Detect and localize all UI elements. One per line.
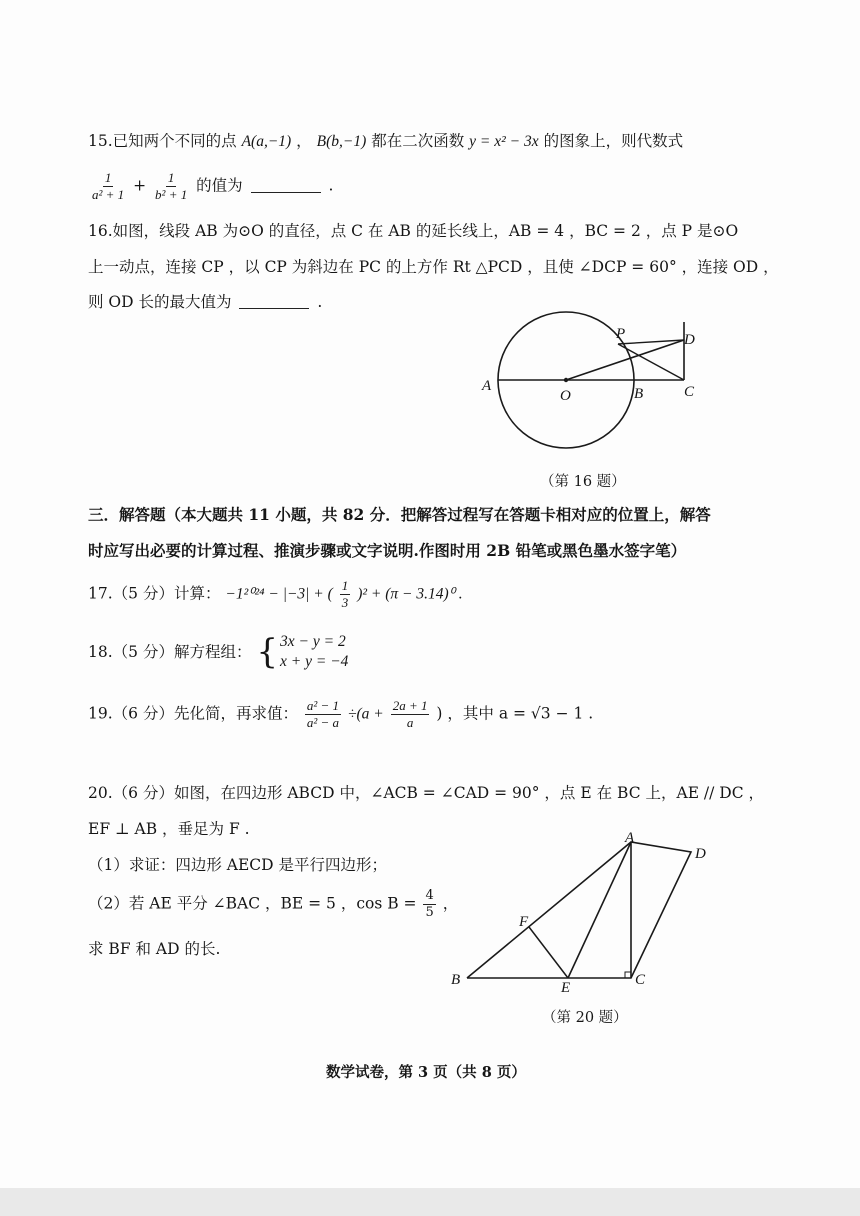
q15-tail: 的图象上，则代数式 [543,132,684,150]
q18-equation-1: 3x − y = 2 [280,633,346,650]
q20-label-c: C [635,972,646,988]
q20-quadrilateral [467,842,691,978]
q20-label-e: E [561,980,571,995]
q20-line1: 20.（6 分）如图，在四边形 ABCD 中，∠ACB = ∠CAD = 90° ，点 E 在 BC 上，AE // DC ， [88,784,765,802]
q16-line1: 16.如图，线段 AB 为⊙O 的直径，点 C 在 AB 的延长线上，AB = 4 ，BC = 2 ，点 P 是⊙O [88,222,739,240]
section3-heading-line1: 三．解答题（本大题共 11 小题，共 82 分．把解答过程写在答题卡相对应的位置上，解答 [88,505,711,524]
q15-frac1-den: a² + 1 [92,187,125,202]
q19-frac2-den: a [406,715,414,730]
q15-lead: 15.已知两个不同的点 [88,132,237,150]
q17-expr-a: −1²⁰²⁴ − |−3| + ( [225,585,333,603]
q20-label-f: F [519,914,529,930]
q15-fraction-2 [153,170,189,203]
q16-label-b: B [634,386,644,402]
q17-frac-den: 3 [341,595,349,610]
q19-tail: ，其中 a = √3 − 1 . [447,704,594,723]
q20-label-d: D [695,846,706,862]
q15-comma: ， [296,132,312,150]
q20-part2-ask: 求 BF 和 AD 的长. [88,940,221,958]
q20-part1: （1）求证：四边形 AECD 是平行四边形； [88,856,388,874]
q18-line [88,632,348,672]
q19-frac1-den: a² − a [306,715,340,730]
q20-line2: EF ⊥ AB ，垂足为 F . [88,820,250,838]
q17-fraction [340,578,351,611]
q18-brace: { [256,632,279,672]
q15-fraction-1 [90,170,126,203]
q17-line [88,578,463,611]
q16-ask: 则 OD 长的最大值为 [88,293,232,311]
q20-cos-fraction [423,888,435,921]
q15-end: . [328,176,334,195]
q15-plus: + [133,176,147,195]
q16-end: . [317,293,323,311]
q15-line1 [88,130,683,153]
q15-frac2-den: b² + 1 [155,187,188,202]
q16-line3 [88,291,322,313]
q19-frac2-num: 2a + 1 [392,698,428,713]
q16-caption: （第 16 题） [540,474,626,490]
q19-fraction-1 [305,698,341,731]
q18-lead: 18.（5 分）解方程组： [88,643,252,661]
q19-frac1-num: a² − 1 [306,698,340,713]
section3-heading-line2: 时应写出必要的计算过程、推演步骤或文字说明.作图时用 2B 铅笔或黑色墨水签字笔） [88,541,687,560]
q16-line2: 上一动点，连接 CP ，以 CP 为斜边在 PC 的上方作 Rt △PCD ，且使 ∠DCP = 60° ，连接 OD ， [88,258,779,276]
q20-part2 [88,888,458,921]
q17-lead: 17.（5 分）计算： [88,584,221,603]
q19-divide: ÷(a + [348,705,384,723]
q20-part2-lead: （2）若 AE 平分 ∠BAC ，BE = 5 ，cos B = [88,894,417,913]
q16-label-d: D [684,332,695,348]
q15-point-a: A(a,−1) [241,133,292,150]
q20-figure [442,830,735,995]
q20-caption: （第 20 题） [542,1010,628,1026]
q19-lead: 19.（6 分）先化简，再求值： [88,704,298,723]
q16-label-p: P [616,326,626,342]
q16-label-o: O [560,388,571,404]
page-footer: 数学试卷，第 3 页（共 8 页） [326,1064,526,1081]
q16-answer-blank[interactable] [239,308,309,309]
q16-label-a: A [482,378,492,394]
q17-expr-b: )² + (π − 3.14)⁰ . [357,585,463,603]
q20-segment-ef [529,927,568,978]
q20-cos-den: 5 [425,905,434,920]
page-bottom-edge [0,1188,860,1216]
q15-frac1-num: 1 [104,170,112,185]
q17-frac-num: 1 [341,578,349,593]
q20-segment-ae [568,842,631,978]
q20-label-a: A [625,830,635,846]
q20-label-b: B [451,972,461,988]
q18-equation-system [256,632,348,672]
q20-cos-num: 4 [425,888,434,903]
q20-right-angle-c [625,972,631,978]
q15-answer-blank[interactable] [251,192,321,193]
q19-line [88,698,593,731]
q15-ask: 的值为 [196,176,243,195]
q15-line2 [88,170,333,203]
q20-part2-end: ， [442,894,459,913]
q15-frac2-num: 1 [167,170,175,185]
q18-equation-2: x + y = −4 [280,653,349,670]
q15-mid: 都在二次函数 [371,132,465,150]
q16-segment-pc [618,344,684,380]
q19-fraction-2 [391,698,430,731]
q19-close: ) [436,704,443,723]
q16-label-c: C [684,384,695,400]
q16-point-o [564,378,568,382]
q15-function: y = x² − 3x [469,133,539,150]
q16-figure [470,300,730,460]
q15-point-b: B(b,−1) [316,133,367,150]
